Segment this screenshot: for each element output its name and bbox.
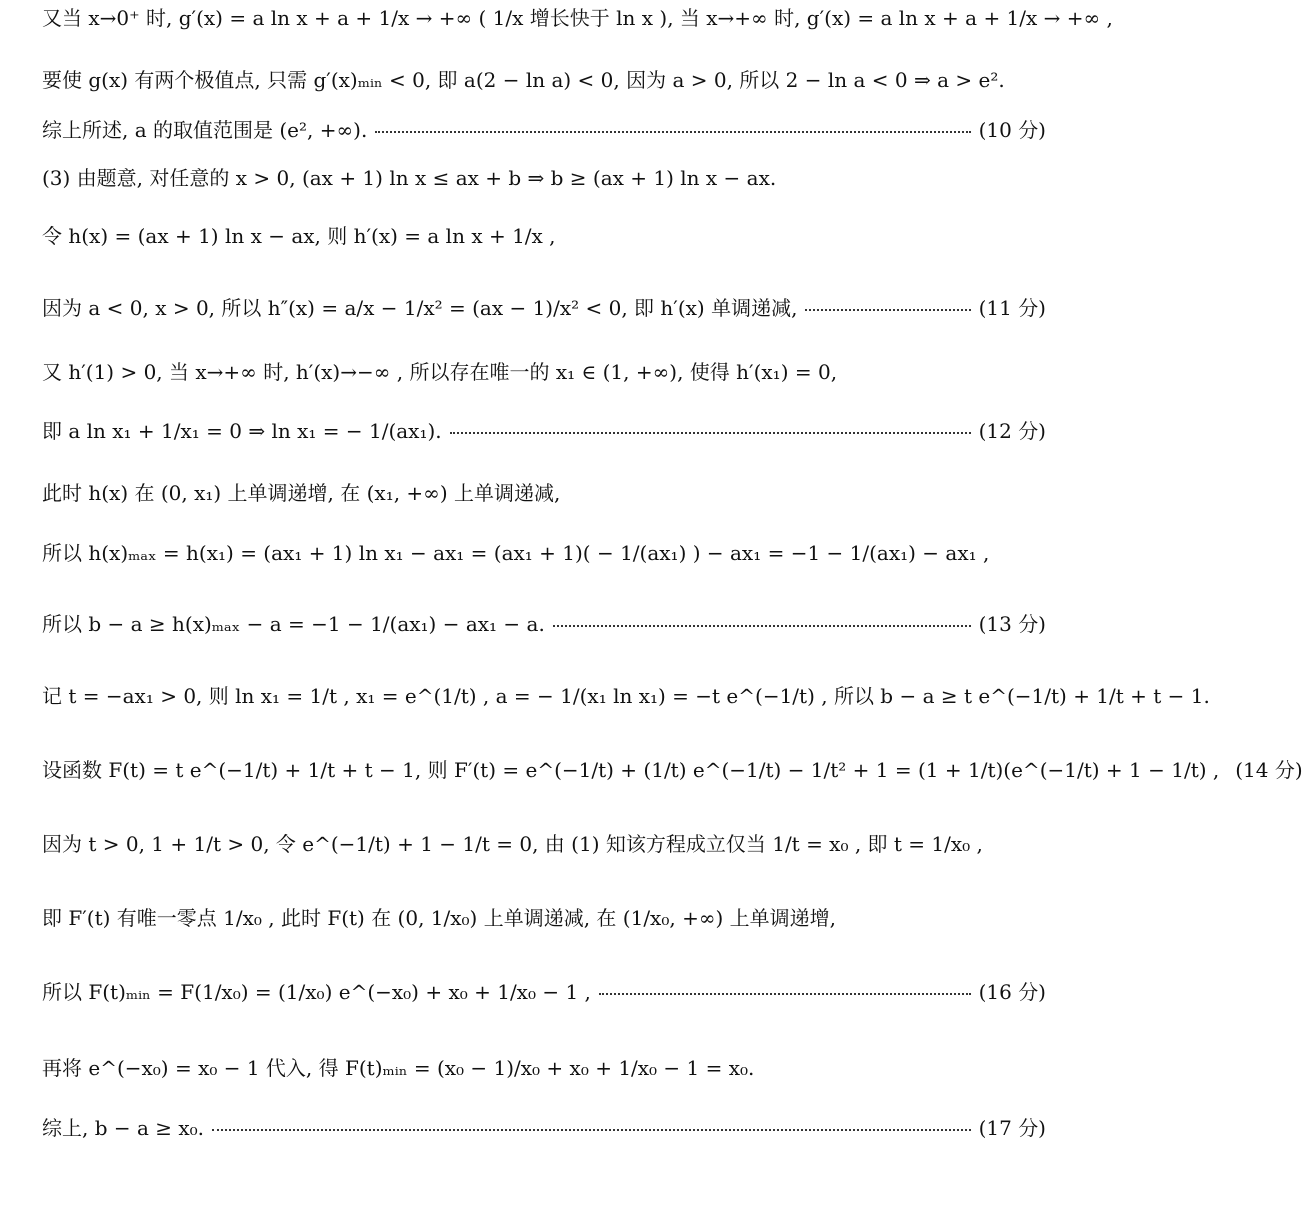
score-label: (11 分) <box>978 296 1046 320</box>
line-text: 所以 F(t)ₘᵢₙ = F(1/x₀) = (1/x₀) e^(−x₀) + x₀ + 1/x₀ − 1 , <box>42 980 591 1004</box>
line-text: 设函数 F(t) = t e^(−1/t) + 1/t + t − 1, 则 F′(t) = e^(−1/t) + (1/t) e^(−1/t) − 1/t² + 1 = (1 + 1/t)(e^(−1/t) + 1 − 1/t) , <box>42 758 1220 782</box>
solution-line-9 <box>42 483 1046 503</box>
solution-line-15 <box>42 908 1046 928</box>
solution-line-18 <box>42 1118 1046 1138</box>
leader-dots <box>805 309 970 311</box>
solution-line-8 <box>42 421 1046 441</box>
leader-dots <box>375 131 970 133</box>
solution-line-14 <box>42 834 1046 854</box>
line-text: (3) 由题意, 对任意的 x > 0, (ax + 1) ln x ≤ ax + b ⇒ b ≥ (ax + 1) ln x − ax. <box>42 166 777 190</box>
line-text: 所以 h(x)ₘₐₓ = h(x₁) = (ax₁ + 1) ln x₁ − ax₁ = (ax₁ + 1)( − 1/(ax₁) ) − ax₁ = −1 − 1/(ax₁) − ax₁ , <box>42 541 990 565</box>
line-text: 所以 b − a ≥ h(x)ₘₐₓ − a = −1 − 1/(ax₁) − ax₁ − a. <box>42 612 545 636</box>
line-text: 又 h′(1) > 0, 当 x→+∞ 时, h′(x)→−∞ , 所以存在唯一的 x₁ ∈ (1, +∞), 使得 h′(x₁) = 0, <box>42 360 838 384</box>
line-text: 记 t = −ax₁ > 0, 则 ln x₁ = 1/t , x₁ = e^(1/t) , a = − 1/(x₁ ln x₁) = −t e^(−1/t) , 所以 b − a ≥ t e^(−1/t) + 1/t + t − 1. <box>42 684 1210 708</box>
solution-line-3 <box>42 120 1046 140</box>
leader-dots <box>553 625 971 627</box>
line-text: 又当 x→0⁺ 时, g′(x) = a ln x + a + 1/x → +∞ ( 1/x 增长快于 ln x ), 当 x→+∞ 时, g′(x) = a ln x + a + 1/x → +∞ , <box>42 6 1113 30</box>
line-text: 此时 h(x) 在 (0, x₁) 上单调递增, 在 (x₁, +∞) 上单调递减, <box>42 481 561 505</box>
score-label: (12 分) <box>978 419 1046 443</box>
score-label: (16 分) <box>978 980 1046 1004</box>
solution-line-16 <box>42 982 1046 1002</box>
solution-line-10 <box>42 543 1046 563</box>
line-text: 要使 g(x) 有两个极值点, 只需 g′(x)ₘᵢₙ < 0, 即 a(2 − ln a) < 0, 因为 a > 0, 所以 2 − ln a < 0 ⇒ a > e². <box>42 68 1005 92</box>
line-text: 再将 e^(−x₀) = x₀ − 1 代入, 得 F(t)ₘᵢₙ = (x₀ − 1)/x₀ + x₀ + 1/x₀ − 1 = x₀. <box>42 1056 755 1080</box>
score-label: (17 分) <box>978 1116 1046 1140</box>
solution-line-5 <box>42 226 1046 246</box>
leader-dots <box>599 993 971 995</box>
score-label: (13 分) <box>978 612 1046 636</box>
solution-line-7 <box>42 362 1046 382</box>
score-label: (10 分) <box>978 118 1046 142</box>
solution-line-13 <box>42 758 1303 782</box>
solution-line-11 <box>42 614 1046 634</box>
line-text: 令 h(x) = (ax + 1) ln x − ax, 则 h′(x) = a ln x + 1/x , <box>42 224 556 248</box>
solution-line-2 <box>42 70 1046 90</box>
line-text: 即 F′(t) 有唯一零点 1/x₀ , 此时 F(t) 在 (0, 1/x₀) 上单调递减, 在 (1/x₀, +∞) 上单调递增, <box>42 906 837 930</box>
line-text: 综上所述, a 的取值范围是 (e², +∞). <box>42 118 368 142</box>
line-text: 因为 a < 0, x > 0, 所以 h″(x) = a/x − 1/x² = (ax − 1)/x² < 0, 即 h′(x) 单调递减, <box>42 296 798 320</box>
line-text: 即 a ln x₁ + 1/x₁ = 0 ⇒ ln x₁ = − 1/(ax₁). <box>42 419 442 443</box>
line-text: 综上, b − a ≥ x₀. <box>42 1116 205 1140</box>
solution-line-17 <box>42 1058 1046 1078</box>
solution-line-1 <box>42 6 1113 30</box>
leader-dots <box>212 1129 971 1131</box>
leader-dots <box>450 432 971 434</box>
score-label: (14 分) <box>1235 758 1303 782</box>
solution-line-6 <box>42 298 1046 318</box>
solution-line-12 <box>42 684 1210 708</box>
line-text: 因为 t > 0, 1 + 1/t > 0, 令 e^(−1/t) + 1 − 1/t = 0, 由 (1) 知该方程成立仅当 1/t = x₀ , 即 t = 1/x₀ , <box>42 832 983 856</box>
solution-line-4 <box>42 168 1046 188</box>
